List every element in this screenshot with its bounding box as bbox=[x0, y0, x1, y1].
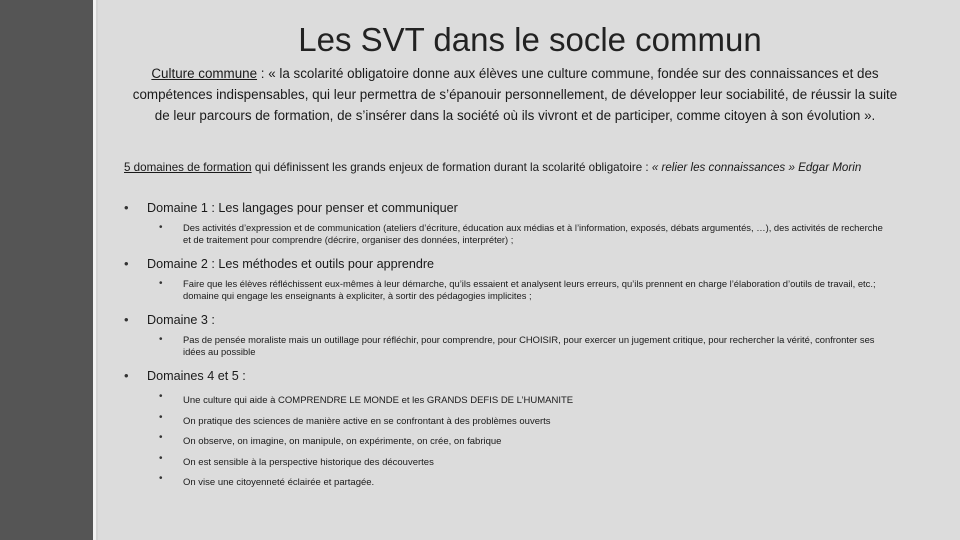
bullet-icon: • bbox=[159, 473, 163, 484]
intro-text: : « la scolarité obligatoire donne aux élèves une culture commune, fondée sur des connaissances et des compétences indispensables, qui leur permettra de s’épanouir personnellement, de développer leur sociabilité, de réussir la suite de leur parcours de formation, de s’insérer dans la société où ils vivront et de participer, comme citoyen à son évolution ». bbox=[132, 66, 898, 123]
domain-3-label: Domaine 3 : bbox=[147, 313, 215, 327]
list-item-text: On pratique des sciences de manière active en se confrontant à des problèmes ouverts bbox=[183, 415, 551, 427]
domains-intro-underlined: 5 domaines de formation bbox=[124, 161, 252, 174]
domain-4-5-list bbox=[159, 391, 573, 494]
slide-title: Les SVT dans le socle commun bbox=[298, 21, 762, 58]
bullet-icon: • bbox=[124, 256, 129, 271]
list-item-text: On observe, on imagine, on manipule, on expérimente, on crée, on fabrique bbox=[183, 436, 502, 447]
bullet-icon: • bbox=[159, 411, 163, 423]
domain-1 bbox=[124, 200, 904, 245]
bullet-icon: • bbox=[159, 222, 163, 233]
list-item-text: On est sensible à la perspective historique des découvertes bbox=[183, 456, 434, 468]
bullet-icon: • bbox=[159, 452, 163, 464]
intro-underlined: Culture commune bbox=[151, 66, 258, 81]
list-item bbox=[159, 412, 573, 433]
intro-paragraph bbox=[130, 63, 900, 126]
side-bar-divider bbox=[93, 0, 96, 540]
domain-2-detail: Faire que les élèves réfléchissent eux-mêmes à leur démarche, qu’ils essaient et analysent leurs erreurs, qu’ils prennent en charge l’élaboration d’outils de travail, etc.; domaine qui engage les enseignants à expliciter, à sortir des pédagogies implicites ; bbox=[183, 278, 876, 301]
list-item bbox=[159, 473, 573, 494]
bullet-icon: • bbox=[124, 312, 129, 327]
domain-3 bbox=[124, 312, 904, 357]
bullet-icon: • bbox=[124, 368, 129, 383]
domain-2-label: Domaine 2 : Les méthodes et outils pour apprendre bbox=[147, 257, 435, 271]
side-bar-dark bbox=[0, 0, 93, 540]
domain-1-label: Domaine 1 : Les langages pour penser et communiquer bbox=[147, 201, 458, 215]
bullet-icon: • bbox=[124, 200, 129, 215]
list-item bbox=[159, 453, 573, 474]
domain-4-5-label: Domaines 4 et 5 : bbox=[147, 369, 246, 383]
domain-4-5 bbox=[124, 368, 904, 384]
list-item-text: On vise une citoyenneté éclairée et partagée. bbox=[183, 477, 375, 488]
bullet-icon: • bbox=[159, 432, 163, 443]
domains-intro-quote: « relier les connaissances » Edgar Morin bbox=[651, 161, 862, 174]
domains-intro-text: qui définissent les grands enjeux de formation durant la scolarité obligatoire : bbox=[251, 161, 652, 174]
domain-2 bbox=[124, 256, 904, 301]
bullet-icon: • bbox=[159, 334, 163, 345]
list-item bbox=[159, 391, 573, 412]
list-item bbox=[159, 432, 573, 453]
domains-intro bbox=[124, 161, 894, 175]
bullet-icon: • bbox=[159, 391, 163, 402]
domain-3-detail: Pas de pensée moraliste mais un outillage pour réfléchir, pour comprendre, pour CHOISIR, pour exercer un jugement critique, pour rechercher la vérité, confronter ses idées au possible bbox=[183, 334, 875, 357]
bullet-icon: • bbox=[159, 278, 163, 289]
domain-1-detail: Des activités d’expression et de communication (ateliers d’écriture, éducation aux médias et à l’information, exposés, débats argumentés, …), des activités de recherche et de traitement pour comprendre (décrire, organiser des données, interpréter) ; bbox=[183, 222, 883, 245]
list-item-text: Une culture qui aide à COMPRENDRE LE MONDE et les GRANDS DEFIS DE L’HUMANITE bbox=[183, 395, 574, 406]
